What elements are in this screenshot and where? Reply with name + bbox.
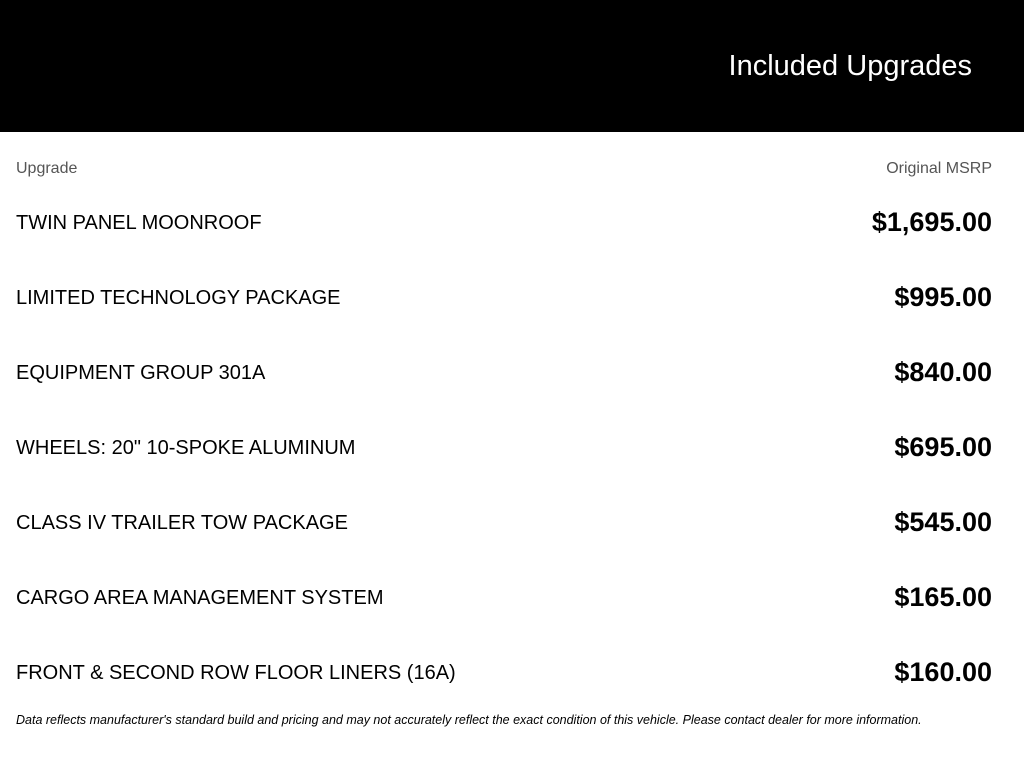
page-title: Included Upgrades (728, 50, 972, 82)
upgrade-name: EQUIPMENT GROUP 301A (16, 362, 266, 384)
upgrade-price: $695.00 (894, 432, 992, 462)
upgrade-name: TWIN PANEL MOONROOF (16, 212, 262, 234)
upgrade-row (16, 200, 992, 275)
upgrade-column-header: Upgrade (16, 160, 78, 177)
upgrade-row (16, 275, 992, 350)
upgrade-row (16, 350, 992, 425)
upgrade-name: CARGO AREA MANAGEMENT SYSTEM (16, 587, 384, 609)
upgrade-row (16, 425, 992, 500)
msrp-column-header: Original MSRP (886, 160, 992, 177)
upgrade-name: LIMITED TECHNOLOGY PACKAGE (16, 287, 341, 309)
upgrade-price: $165.00 (894, 582, 992, 612)
upgrade-name: WHEELS: 20" 10-SPOKE ALUMINUM (16, 437, 356, 459)
upgrade-name: CLASS IV TRAILER TOW PACKAGE (16, 512, 348, 534)
upgrade-price: $545.00 (894, 507, 992, 537)
upgrade-list (16, 200, 992, 725)
upgrade-price: $840.00 (894, 357, 992, 387)
header-banner (0, 0, 1024, 132)
column-headers (16, 160, 992, 180)
upgrade-row (16, 500, 992, 575)
upgrade-price: $160.00 (894, 657, 992, 687)
upgrade-price: $1,695.00 (871, 207, 992, 237)
disclaimer-footnote: Data reflects manufacturer's standard build and pricing and may not accurately reflect the exact condition of this vehicle. Please contact dealer for more information. (16, 713, 922, 727)
upgrade-row (16, 575, 992, 650)
upgrade-name: FRONT & SECOND ROW FLOOR LINERS (16A) (16, 662, 456, 684)
upgrade-price: $995.00 (894, 282, 992, 312)
